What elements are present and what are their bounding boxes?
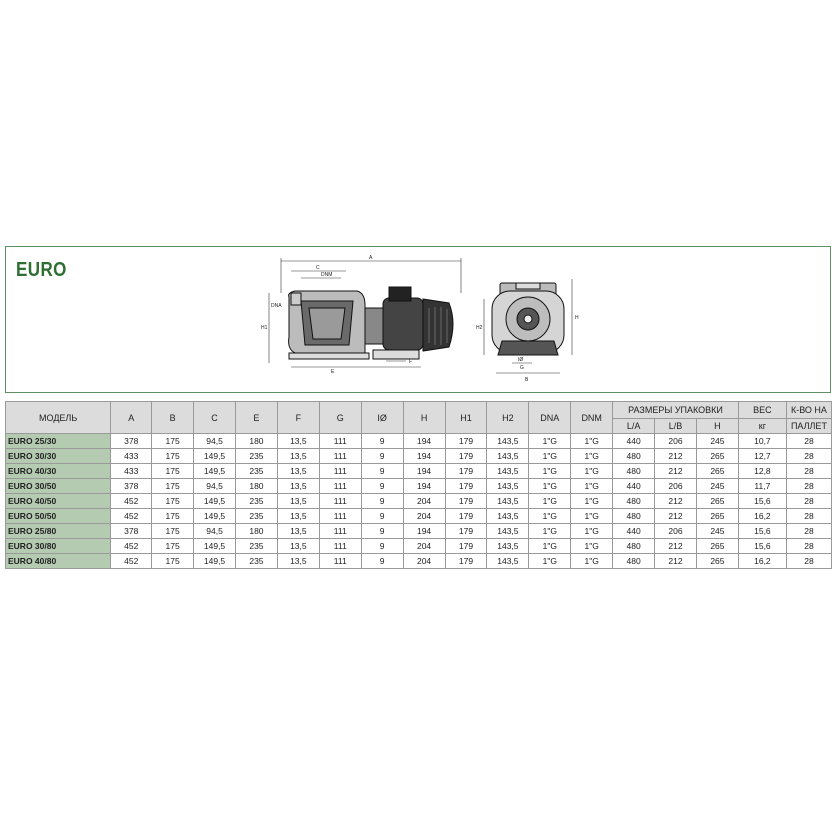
table-cell: 1"G: [571, 434, 613, 449]
table-cell: 1"G: [571, 524, 613, 539]
dim-label-a: A: [369, 255, 373, 261]
table-cell: 265: [696, 509, 738, 524]
table-cell: 179: [445, 464, 487, 479]
col-f: F: [277, 402, 319, 434]
table-cell: 1"G: [529, 479, 571, 494]
col-pack-lb: L/B: [655, 419, 697, 434]
col-h: H: [403, 402, 445, 434]
table-cell: 111: [319, 554, 361, 569]
col-g: G: [319, 402, 361, 434]
table-cell: 175: [152, 434, 194, 449]
table-cell: 28: [786, 434, 831, 449]
table-cell: 13,5: [277, 554, 319, 569]
table-cell: 28: [786, 464, 831, 479]
table-row: [6, 554, 832, 569]
table-cell: 175: [152, 554, 194, 569]
table-cell: 9: [361, 464, 403, 479]
table-cell: 175: [152, 494, 194, 509]
table-cell: 149,5: [194, 449, 236, 464]
table-row: [6, 449, 832, 464]
table-cell: 1"G: [571, 449, 613, 464]
table-cell: 433: [111, 464, 152, 479]
table-cell: 28: [786, 554, 831, 569]
table-cell: 175: [152, 539, 194, 554]
table-cell: 1"G: [571, 554, 613, 569]
col-dna: DNA: [529, 402, 571, 434]
table-cell: 179: [445, 509, 487, 524]
table-cell: 212: [655, 539, 697, 554]
table-cell: 480: [613, 464, 655, 479]
table-cell: 1"G: [571, 494, 613, 509]
table-cell: 175: [152, 509, 194, 524]
table-cell: 111: [319, 434, 361, 449]
table-cell: 175: [152, 524, 194, 539]
table-cell: 13,5: [277, 449, 319, 464]
table-cell: 28: [786, 509, 831, 524]
table-cell: 149,5: [194, 554, 236, 569]
table-cell: 1"G: [529, 494, 571, 509]
table-cell: 245: [696, 479, 738, 494]
table-cell: 143,5: [487, 434, 529, 449]
table-cell: 440: [613, 524, 655, 539]
table-cell: 143,5: [487, 524, 529, 539]
table-cell: 13,5: [277, 494, 319, 509]
table-cell: 28: [786, 539, 831, 554]
col-a: A: [111, 402, 152, 434]
table-cell: 9: [361, 539, 403, 554]
table-cell: 206: [655, 524, 697, 539]
dim-label-e: E: [331, 369, 335, 373]
table-cell: 179: [445, 479, 487, 494]
table-row: [6, 479, 832, 494]
table-cell: 452: [111, 509, 152, 524]
dim-label-dnm: DNM: [321, 272, 333, 278]
dim-label-c: C: [316, 265, 320, 271]
table-cell: 180: [235, 434, 277, 449]
dim-label-g: G: [520, 365, 524, 371]
table-cell: 9: [361, 524, 403, 539]
table-cell: 143,5: [487, 554, 529, 569]
model-cell: EURO 40/30: [6, 464, 111, 479]
table-cell: 194: [403, 524, 445, 539]
table-cell: 440: [613, 479, 655, 494]
table-cell: 11,7: [738, 479, 786, 494]
table-cell: 94,5: [194, 479, 236, 494]
table-cell: 13,5: [277, 479, 319, 494]
table-cell: 179: [445, 539, 487, 554]
table-cell: 179: [445, 524, 487, 539]
col-e: E: [235, 402, 277, 434]
table-cell: 206: [655, 434, 697, 449]
table-cell: 94,5: [194, 524, 236, 539]
table-cell: 265: [696, 539, 738, 554]
table-cell: 235: [235, 539, 277, 554]
table-cell: 194: [403, 434, 445, 449]
table-row: [6, 434, 832, 449]
model-cell: EURO 40/80: [6, 554, 111, 569]
table-cell: 143,5: [487, 509, 529, 524]
model-cell: EURO 30/30: [6, 449, 111, 464]
model-cell: EURO 50/50: [6, 509, 111, 524]
table-cell: 206: [655, 479, 697, 494]
table-cell: 13,5: [277, 464, 319, 479]
table-cell: 1"G: [529, 554, 571, 569]
table-cell: 9: [361, 479, 403, 494]
model-cell: EURO 25/30: [6, 434, 111, 449]
specs-table-body: [6, 434, 832, 569]
table-cell: 194: [403, 479, 445, 494]
col-c: C: [194, 402, 236, 434]
table-cell: 480: [613, 494, 655, 509]
table-cell: 235: [235, 464, 277, 479]
table-cell: 212: [655, 494, 697, 509]
table-cell: 28: [786, 449, 831, 464]
table-cell: 12,8: [738, 464, 786, 479]
table-cell: 480: [613, 554, 655, 569]
table-cell: 13,5: [277, 539, 319, 554]
col-weight-unit: кг: [738, 419, 786, 434]
table-cell: 149,5: [194, 509, 236, 524]
table-cell: 1"G: [529, 539, 571, 554]
table-cell: 9: [361, 449, 403, 464]
table-cell: 480: [613, 449, 655, 464]
table-cell: 265: [696, 464, 738, 479]
table-cell: 9: [361, 494, 403, 509]
table-cell: 28: [786, 494, 831, 509]
specs-table-wrap: [5, 401, 832, 569]
table-row: [6, 509, 832, 524]
table-row: [6, 464, 832, 479]
table-cell: 175: [152, 464, 194, 479]
table-cell: 480: [613, 509, 655, 524]
table-cell: 1"G: [529, 449, 571, 464]
table-row: [6, 524, 832, 539]
table-cell: 12,7: [738, 449, 786, 464]
table-cell: 245: [696, 524, 738, 539]
table-cell: 111: [319, 449, 361, 464]
table-cell: 143,5: [487, 494, 529, 509]
dim-label-io: IØ: [518, 357, 524, 363]
table-cell: 235: [235, 509, 277, 524]
table-cell: 143,5: [487, 539, 529, 554]
table-cell: 16,2: [738, 509, 786, 524]
table-cell: 111: [319, 524, 361, 539]
dim-label-h2: H2: [476, 325, 483, 331]
table-cell: 15,6: [738, 494, 786, 509]
dim-label-f: F: [409, 359, 413, 365]
table-cell: 265: [696, 449, 738, 464]
col-h2: H2: [487, 402, 529, 434]
dim-label-dna: DNA: [271, 303, 282, 309]
table-cell: 9: [361, 554, 403, 569]
table-cell: 143,5: [487, 449, 529, 464]
table-cell: 111: [319, 509, 361, 524]
table-cell: 111: [319, 539, 361, 554]
col-pack-h: H: [696, 419, 738, 434]
table-cell: 265: [696, 554, 738, 569]
euro-panel: [5, 246, 831, 393]
table-cell: 204: [403, 509, 445, 524]
table-cell: 452: [111, 554, 152, 569]
table-cell: 1"G: [529, 509, 571, 524]
table-cell: 175: [152, 479, 194, 494]
table-cell: 9: [361, 509, 403, 524]
table-cell: 179: [445, 554, 487, 569]
table-cell: 440: [613, 434, 655, 449]
table-row: [6, 539, 832, 554]
table-cell: 212: [655, 554, 697, 569]
table-cell: 452: [111, 539, 152, 554]
table-cell: 1"G: [529, 464, 571, 479]
table-cell: 149,5: [194, 539, 236, 554]
table-cell: 378: [111, 479, 152, 494]
table-cell: 94,5: [194, 434, 236, 449]
col-dnm: DNM: [571, 402, 613, 434]
table-cell: 15,6: [738, 524, 786, 539]
table-cell: 16,2: [738, 554, 786, 569]
table-cell: 149,5: [194, 464, 236, 479]
table-row: [6, 494, 832, 509]
col-b: B: [152, 402, 194, 434]
table-cell: 235: [235, 449, 277, 464]
section-title: EURO: [16, 259, 67, 281]
table-cell: 1"G: [571, 464, 613, 479]
table-cell: 204: [403, 539, 445, 554]
col-io: IØ: [361, 402, 403, 434]
table-cell: 212: [655, 449, 697, 464]
table-cell: 180: [235, 479, 277, 494]
table-cell: 13,5: [277, 524, 319, 539]
table-cell: 245: [696, 434, 738, 449]
col-weight: ВЕС: [738, 402, 786, 419]
table-cell: 235: [235, 494, 277, 509]
table-cell: 378: [111, 434, 152, 449]
table-cell: 235: [235, 554, 277, 569]
table-cell: 179: [445, 434, 487, 449]
table-cell: 1"G: [529, 524, 571, 539]
table-cell: 111: [319, 479, 361, 494]
col-pack-group: РАЗМЕРЫ УПАКОВКИ: [613, 402, 739, 419]
table-cell: 194: [403, 464, 445, 479]
pump-front-drawing: [476, 269, 591, 389]
dim-label-h: H: [575, 315, 579, 321]
table-cell: 149,5: [194, 494, 236, 509]
table-cell: 480: [613, 539, 655, 554]
specs-table: [5, 401, 832, 569]
col-pallet-line1: К-ВО НА: [786, 402, 831, 419]
model-cell: EURO 25/80: [6, 524, 111, 539]
table-cell: 204: [403, 554, 445, 569]
table-cell: 10,7: [738, 434, 786, 449]
table-cell: 1"G: [571, 479, 613, 494]
col-pallet-line2: ПАЛЛЕТ: [786, 419, 831, 434]
table-cell: 175: [152, 449, 194, 464]
table-cell: 13,5: [277, 509, 319, 524]
model-cell: EURO 40/50: [6, 494, 111, 509]
col-h1: H1: [445, 402, 487, 434]
table-cell: 212: [655, 464, 697, 479]
table-cell: 1"G: [571, 509, 613, 524]
table-cell: 13,5: [277, 434, 319, 449]
table-cell: 179: [445, 494, 487, 509]
dim-label-b: B: [525, 377, 529, 383]
table-cell: 1"G: [571, 539, 613, 554]
table-cell: 433: [111, 449, 152, 464]
col-model: МОДЕЛЬ: [6, 402, 111, 434]
model-cell: EURO 30/50: [6, 479, 111, 494]
table-cell: 265: [696, 494, 738, 509]
pump-side-drawing: [261, 253, 471, 373]
table-cell: 212: [655, 509, 697, 524]
table-cell: 1"G: [529, 434, 571, 449]
table-cell: 111: [319, 494, 361, 509]
table-cell: 194: [403, 449, 445, 464]
table-cell: 9: [361, 434, 403, 449]
table-cell: 15,6: [738, 539, 786, 554]
table-cell: 111: [319, 464, 361, 479]
table-cell: 204: [403, 494, 445, 509]
table-cell: 180: [235, 524, 277, 539]
table-cell: 143,5: [487, 464, 529, 479]
table-cell: 452: [111, 494, 152, 509]
table-cell: 143,5: [487, 479, 529, 494]
table-cell: 179: [445, 449, 487, 464]
dim-label-h1: H1: [261, 325, 268, 331]
table-cell: 28: [786, 524, 831, 539]
col-pack-la: L/A: [613, 419, 655, 434]
model-cell: EURO 30/80: [6, 539, 111, 554]
table-cell: 28: [786, 479, 831, 494]
table-cell: 378: [111, 524, 152, 539]
